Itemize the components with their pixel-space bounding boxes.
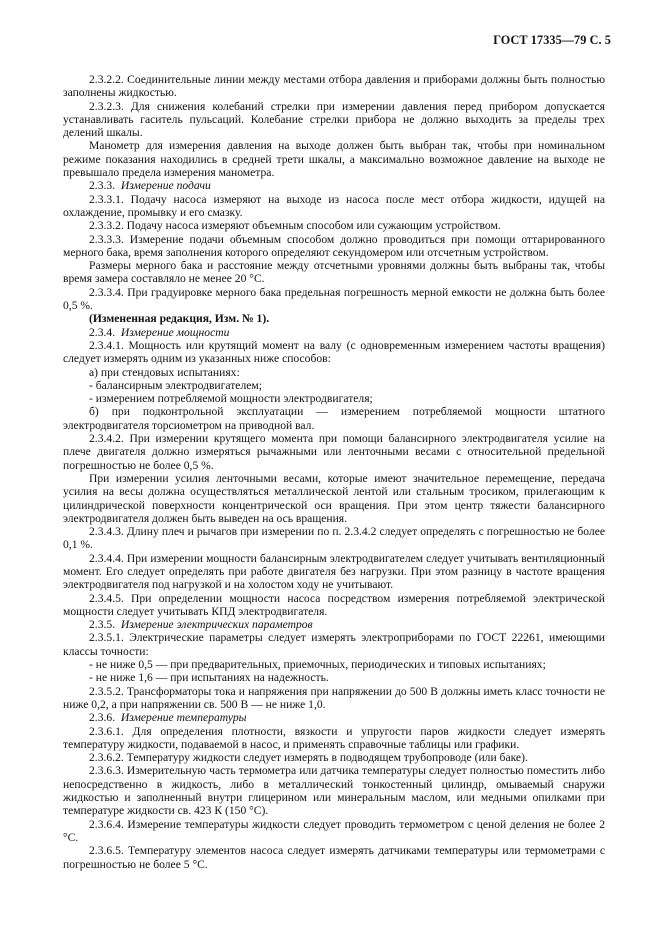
paragraph: - измерением потребляемой мощности электродвигателя; — [89, 392, 373, 406]
paragraph: Размеры мерного бака и расстояние между отсчетными уровнями должны быть выбраны так, чтобы время замера составляло не менее 20 °С. — [63, 259, 605, 286]
paragraph: 2.3.5.1. Электрические параметры следует измерять электроприборами по ГОСТ 22261, имеющими классы точности: — [63, 631, 605, 658]
paragraph: 2.3.6.4. Измерение температуры жидкости следует проводить термометром с ценой деления не более 2 °С. — [63, 817, 605, 844]
paragraph: 2.3.4.4. При измерении мощности балансирным электродвигателем следует учитывать вентиляционный момент. Его следует определять при работе двигателя без нагрузки. При этом разницу в частоте вращения электродвигателя под нагрузкой и на холостом ходу не учитывают. — [63, 551, 605, 592]
paragraph: - балансирным электродвигателем; — [89, 378, 262, 392]
paragraph: 2.3.5.2. Трансформаторы тока и напряжения при напряжении до 500 В должны иметь класс точности не ниже 0,2, а при напряжении св. 500 В — не ниже 1,0. — [63, 684, 605, 711]
paragraph: 2.3.6.5. Температуру элементов насоса следует измерять датчиками температуры или термометрами с погрешностью не более 5 °С. — [63, 844, 605, 871]
paragraph: 2.3.4.2. При измерении крутящего момента при помощи балансирного электродвигателя усилие на плече двигателя должно измеряться рычажными или ленточными весами с относительной предельной погрешностью не более 0,5 %. — [63, 432, 605, 472]
paragraph: б) при подконтрольной эксплуатации — измерением потребляемой мощности штатного электродвигателя торсиометром на приводной вал. — [63, 405, 605, 432]
section-title: Измерение подачи — [120, 179, 211, 193]
paragraph: 2.3.3.2. Подачу насоса измеряют объемным способом или сужающим устройством. — [89, 219, 501, 233]
paragraph: 2.3.6.3. Измерительную часть термометра или датчика температуры следует полностью поместить либо непосредственно в жидкость, либо в металлический тонкостенный цилиндр, омываемый снаружи жидкостью и заполненный внутри глицерином или минеральным маслом, или медными опилками при температуре жидкости св. 423 К (150 °С). — [63, 764, 605, 818]
paragraph: 2.3.4.3. Длину плеч и рычагов при измерении по п. 2.3.4.2 следует определять с погрешностью не более 0,1 %. — [63, 525, 605, 552]
paragraph: 2.3.4.1. Мощность или крутящий момент на валу (с одновременным измерением частоты вращения) следует измерять одним из указанных ниже способов: — [63, 338, 605, 366]
paragraph: 2.3.2.2. Соединительные линии между местами отбора давления и приборами должны быть полностью заполнены жидкостью. — [63, 73, 605, 100]
section-number: 2.3.4. — [89, 325, 116, 339]
paragraph: - не ниже 1,6 — при испытаниях на надежность. — [89, 671, 329, 685]
section-heading — [63, 179, 605, 192]
document-body — [63, 73, 605, 871]
section-heading — [63, 618, 605, 631]
paragraph: - не ниже 0,5 — при предварительных, приемочных, периодических и типовых испытаниях; — [89, 658, 546, 672]
paragraph: 2.3.3.4. При градуировке мерного бака предельная погрешность мерной емкости не должна быть более 0,5 %. — [63, 285, 605, 313]
paragraph: а) при стендовых испытаниях: — [89, 365, 240, 379]
paragraph: 2.3.6.1. Для определения плотности, вязкости и упругости паров жидкости следует измерять температуру жидкости, подаваемой в насос, и применять справочные таблицы или графики. — [63, 724, 605, 751]
section-number: 2.3.3. — [89, 179, 116, 193]
paragraph: 2.3.3.1. Подачу насоса измеряют на выходе из насоса после мест отбора жидкости, идущей на охлаждение, промывку и его смазку. — [63, 192, 605, 219]
section-title: Измерение мощности — [120, 325, 230, 339]
section-number: 2.3.6. — [89, 711, 116, 725]
section-title: Измерение температуры — [120, 711, 247, 725]
section-number: 2.3.5. — [89, 618, 116, 632]
section-title: Измерение электрических параметров — [120, 618, 313, 632]
paragraph: 2.3.6.2. Температуру жидкости следует измерять в подводящем трубопроводе (или баке). — [89, 751, 528, 765]
section-heading — [63, 326, 605, 339]
page-header: ГОСТ 17335—79 С. 5 — [493, 33, 611, 47]
paragraph: При измерении усилия ленточными весами, которые имеют значительное перемещение, передача усилия на весы должна осуществляться металлической лентой или стальным тросиком, прилегающим к цилиндрической поверхности концентрической оси вращения. При этом центр тяжести балансирного электродвигателя должен быть выведен на ось вращения. — [63, 471, 605, 525]
paragraph: 2.3.2.3. Для снижения колебаний стрелки при измерении давления перед прибором допускается устанавливать гаситель пульсаций. Колебание стрелки прибора не должно выходить за пределы трех делений шкалы. — [63, 99, 605, 140]
section-heading — [63, 711, 605, 724]
paragraph: 2.3.4.5. При определении мощности насоса посредством измерения потребляемой электрической мощности следует учитывать КПД электродвигателя. — [63, 591, 605, 618]
amendment-note: (Измененная редакция, Изм. № 1). — [89, 312, 270, 326]
paragraph: Манометр для измерения давления на выходе должен быть выбран так, чтобы при номинальном режиме показания находились в средней трети шкалы, а максимально возможное давление на выходе не превышало предела измерения манометра. — [63, 139, 605, 180]
paragraph: 2.3.3.3. Измерение подачи объемным способом должно проводиться при помощи оттарированного мерного бака, время заполнения которого определяют секундомером или отсчетным устройством. — [63, 232, 605, 259]
